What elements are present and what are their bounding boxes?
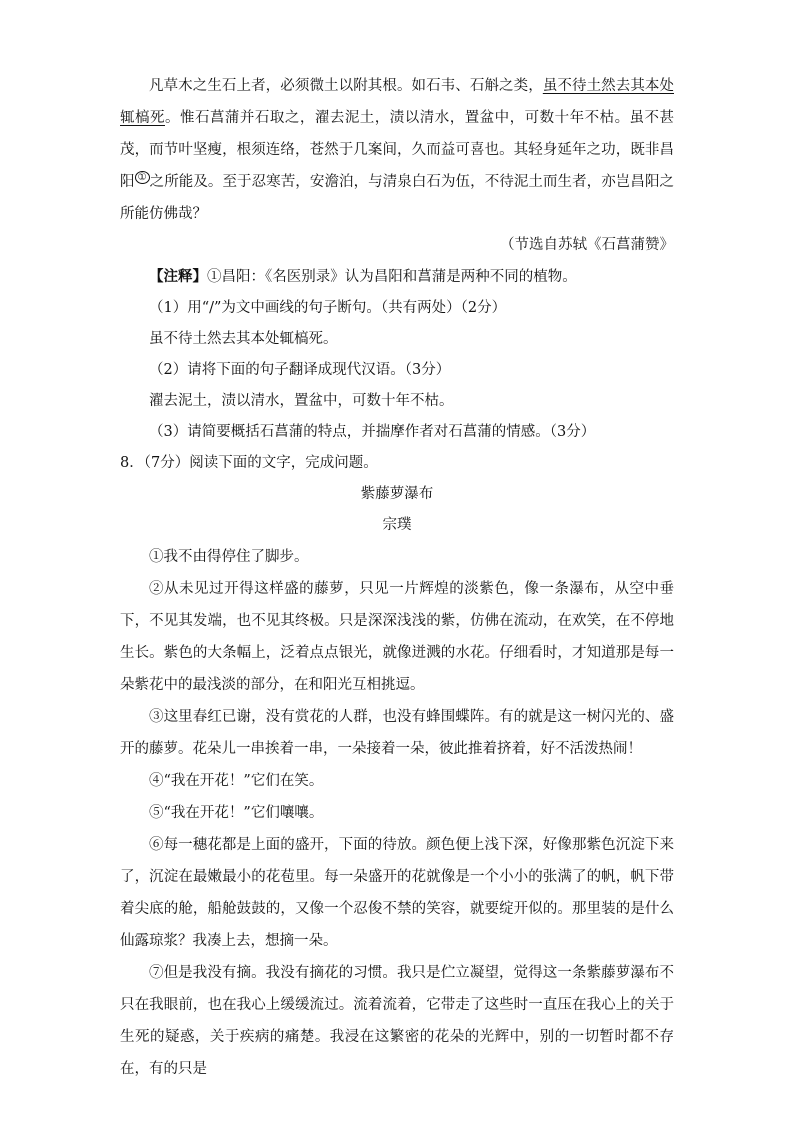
- question-3: （3）请简要概括石菖蒲的特点，并揣摩作者对石菖蒲的情感。（3分）: [149, 424, 596, 440]
- annotation-label: 【注释】: [149, 268, 207, 285]
- article-paragraph-6: ⑥每一穗花都是上面的盛开，下面的待放。颜色便上浅下深，好像那紫色沉淀下来了，沉淀在最嫩最小的花苞里。每一朵盛开的花就像是一个小小的张满了的帆，帆下带着尖底的舱，船舱鼓鼓的，又像一个忍俊不禁的笑容，就要绽开似的。那里装的是什么仙露琼浆？我凑上去，想摘一朵。: [120, 837, 674, 949]
- passage-text-1: 凡草木之生石上者，必须微土以附其根。如石韦、石斛之类，: [149, 78, 543, 94]
- article-paragraph-1: ①我不由得停住了脚步。: [149, 549, 309, 565]
- annotation-text: ①昌阳：《名医别录》认为昌阳和菖蒲是两种不同的植物。: [207, 269, 577, 285]
- passage-source: （节选自苏轼《石菖蒲赞》: [500, 237, 674, 253]
- article-paragraph-5: ⑤“我在开花！”它们嚷嚷。: [149, 805, 324, 821]
- article-title: 紫藤萝瀑布: [360, 486, 434, 502]
- article-paragraph-3: ③这里春红已谢，没有赏花的人群，也没有蜂围蝶阵。有的就是这一树闪光的、盛开的藤萝。花朵儿一串挨着一串，一朵接着一朵，彼此推着挤着，好不活泼热闹！: [120, 709, 674, 757]
- underlined-sentence: 虽不待土然去其本处辄槁死: [120, 78, 674, 126]
- question-1: （1）用“/”为文中画线的句子断句。（共有两处）（2分）: [149, 300, 507, 316]
- classical-passage: [120, 70, 674, 230]
- article-paragraph-7: ⑦但是我没有摘。我没有摘花的习惯。我只是伫立凝望，觉得这一条紫藤萝瀑布不只在我眼前，也在我心上缓缓流过。流着流着，它带走了这些时一直压在我心上的关于生死的疑惑，关于疾病的痛楚。我浸在这繁密的花朵的光辉中，别的一切暂时都不存在，有的只是: [120, 965, 674, 1077]
- article-paragraph-2: ②从未见过开得这样盛的藤萝，只见一片辉煌的淡紫色，像一条瀑布，从空中垂下，不见其发端，也不见其终极。只是深深浅浅的紫，仿佛在流动，在欢笑，在不停地生长。紫色的大条幅上，泛着点点银光，就像迸溅的水花。仔细看时，才知道那是每一朵紫花中的最浅淡的部分，在和阳光互相挑逗。: [120, 581, 674, 693]
- footnote-marker: ①: [135, 171, 150, 184]
- question-8-heading: 8．（7分）阅读下面的文字，完成问题。: [120, 455, 378, 471]
- passage-text-2: 。惟石菖蒲并石取之，濯去泥土，渍以清水，置盆中，可数十年不枯。虽不甚茂，而节叶坚瘦，根须连络，苍然于几案间，久而益可喜也。其轻身延年之功，既非昌阳: [120, 110, 675, 190]
- question-1-sentence: 虽不待土然去其本处辄槁死。: [149, 331, 338, 347]
- passage-text-3: 之所能及。至于忍寒苦，安澹泊，与清泉白石为伍，不待泥土而生者，亦岂昌阳之所能仿佛哉？: [120, 174, 675, 222]
- annotation: [120, 261, 674, 293]
- question-2-sentence: 濯去泥土，渍以清水，置盆中，可数十年不枯。: [149, 393, 454, 409]
- article-paragraph-4: ④“我在开花！”它们在笑。: [149, 773, 324, 789]
- article-author: 宗璞: [382, 517, 412, 533]
- question-2: （2）请将下面的句子翻译成现代汉语。（3分）: [149, 362, 451, 378]
